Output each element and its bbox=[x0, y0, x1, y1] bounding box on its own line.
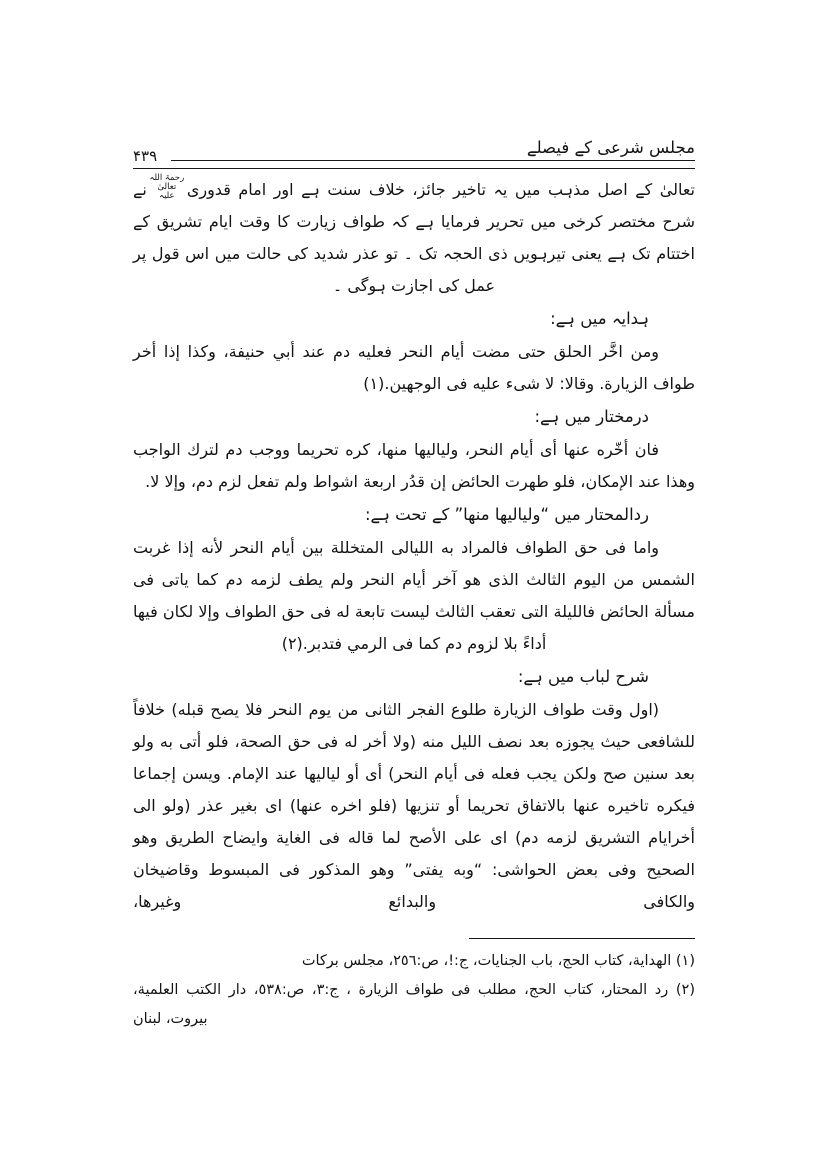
honorific-mark: رحمۃ اللہ تعالیٰ علیہ bbox=[149, 173, 185, 201]
section-heading-durremukhtar: درمختار میں ہے: bbox=[534, 407, 649, 426]
header-title-group bbox=[171, 138, 695, 161]
arabic-quote-raddulmuhtar: واما فی حق الطواف فالمراد به اللیالی المتخللة بین أیام النحر لأنه إذا غربت الشمس من الیوم الثالث الذی هو آخر أیام النحر ولم یطف لزمه دم کما یاتی فی مسألة الحائض فاللیلة التی تعقب الثالث لیست تابعة له فی حق الطواف وإلا لکان فیها أداءً بلا لزوم دم کما فی الرمي فتدبر.(٢) bbox=[133, 538, 695, 653]
footnote-1: (١) الهدایة، کتاب الحج، باب الجنایات، ج:!، ص:٢٥٦، مجلس برکات bbox=[301, 953, 695, 969]
header-divider-rule bbox=[133, 168, 695, 169]
footnote-separator-rule bbox=[469, 938, 695, 939]
page-number: ۴۳۹ bbox=[133, 147, 158, 165]
intro-text-after: نے شرح مختصر کرخی میں تحریر فرمایا ہے کہ طواف زیارت کا وقت ایام تشریق کے اختتام تک ہے یعنی تیرہویں ذی الحجہ تک ۔ تو عذر شدید کی حالت میں اس قول پر عمل کی اجازت ہوگی ۔ bbox=[133, 180, 695, 295]
section-heading-raddulmuhtar: ردالمحتار میں “ولیالیها منها” کے تحت ہے: bbox=[365, 505, 649, 524]
footnote-2: (٢) رد المحتار، کتاب الحج، مطلب فی طواف الزیارة ، ج:٣، ص:٥٣٨، دار الکتب العلمیة، بیروت، لبنان bbox=[133, 982, 695, 1027]
arabic-quote-durremukhtar: فان أخّره عنها أی أیام النحر، ولیالیها منها، کره تحریما ووجب دم لترك الواجب وهذا عند الإمکان، فلو طهرت الحائض إن قدُر اربعة اشواط ولم تفعل لزم دم، وإلا لا. bbox=[133, 440, 695, 491]
footnotes-block bbox=[133, 947, 695, 1034]
intro-text-before: تعالیٰ کے اصل مذہب میں یہ تاخیر جائز، خلاف سنت ہے اور امام قدوری bbox=[186, 180, 695, 199]
page-header bbox=[133, 138, 695, 165]
section-heading-sharh-lubab: شرح لباب میں ہے: bbox=[517, 667, 649, 686]
urdu-paragraph-intro bbox=[133, 174, 695, 302]
page-content bbox=[133, 174, 695, 918]
arabic-quote-sharh-lubab: (اول وقت طواف الزیارة طلوع الفجر الثانی من یوم النحر فلا یصح قبله) خلافاً للشافعی حیث یجوزه بعد نصف اللیل منه (ولا أخر له فی حق الصحة، فلو أتی به ولو بعد سنین صح ولکن یجب فعله فی أیام النحر) أی أو لیالیها عند الإمام. ویسن إجماعا فیکره تاخیره عنها بالاتفاق تحریما أو تنزیها (فلو اخره عنها) ای بغیر عذر (ولو الی أخرایام التشریق لزمه دم) ای علی الأصح لما قاله فی الغایة وایضاح الطریق وهو الصحیح وفی بعض الحواشی: “وبه یفتی” وهو المذکور فی المبسوط وقاضیخان والکافی والبدائع وغیرها، bbox=[133, 700, 695, 911]
section-heading-hidaya: ہدایہ میں ہے: bbox=[550, 309, 649, 328]
page-title: مجلس شرعی کے فیصلے bbox=[526, 138, 695, 157]
arabic-quote-hidaya: ومن اخَّر الحلق حتی مضت أیام النحر فعلیه دم عند أبي حنیفة، وکذا إذا أخر طواف الزیارة. وقالا: لا شیء علیه فی الوجهین.(١) bbox=[133, 342, 695, 393]
